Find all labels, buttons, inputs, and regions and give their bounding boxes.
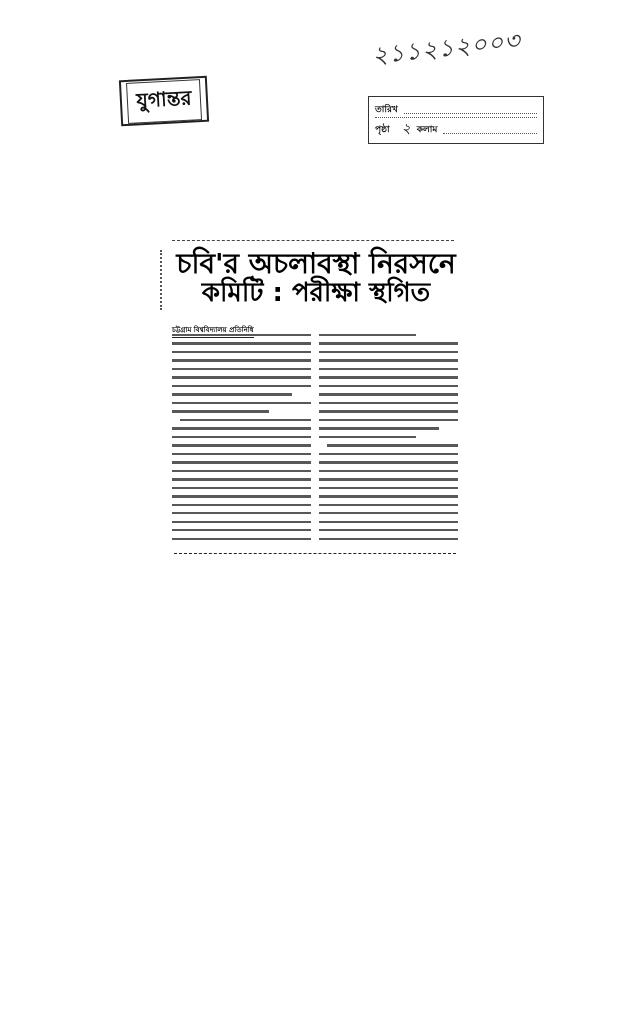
clip-bottom-rule [174,553,456,554]
clip-top-border [172,240,454,241]
handwritten-date-note: ২১১২১২০০৩ [370,26,523,70]
newspaper-clipping [160,240,464,560]
clipping-meta-box [368,96,544,144]
meta-column-dots [443,125,537,134]
meta-column-label: কলাম [416,124,438,135]
clip-left-edge [160,250,166,310]
stamp-label: যুগান্তর [126,79,201,124]
meta-date-dots [404,105,537,114]
meta-page-handwritten: ২ [401,121,411,137]
meta-row-page [375,121,537,137]
article-body [172,334,458,546]
meta-date-label: তারিখ [375,104,398,115]
meta-page-label: পৃষ্ঠা [375,124,390,135]
article-column-right [319,334,458,546]
article-headline [174,248,458,308]
article-byline: চট্টগ্রাম বিশ্ববিদ্যালয় প্রতিনিধি [172,324,254,338]
article-column-left [172,334,311,546]
headline-line-1: চবি'র অচলাবস্থা নিরসনে [176,247,456,280]
meta-row-date [375,101,537,118]
newspaper-stamp [119,76,209,127]
headline-line-2: কমিটি : পরীক্ষা স্থগিত [201,278,431,309]
